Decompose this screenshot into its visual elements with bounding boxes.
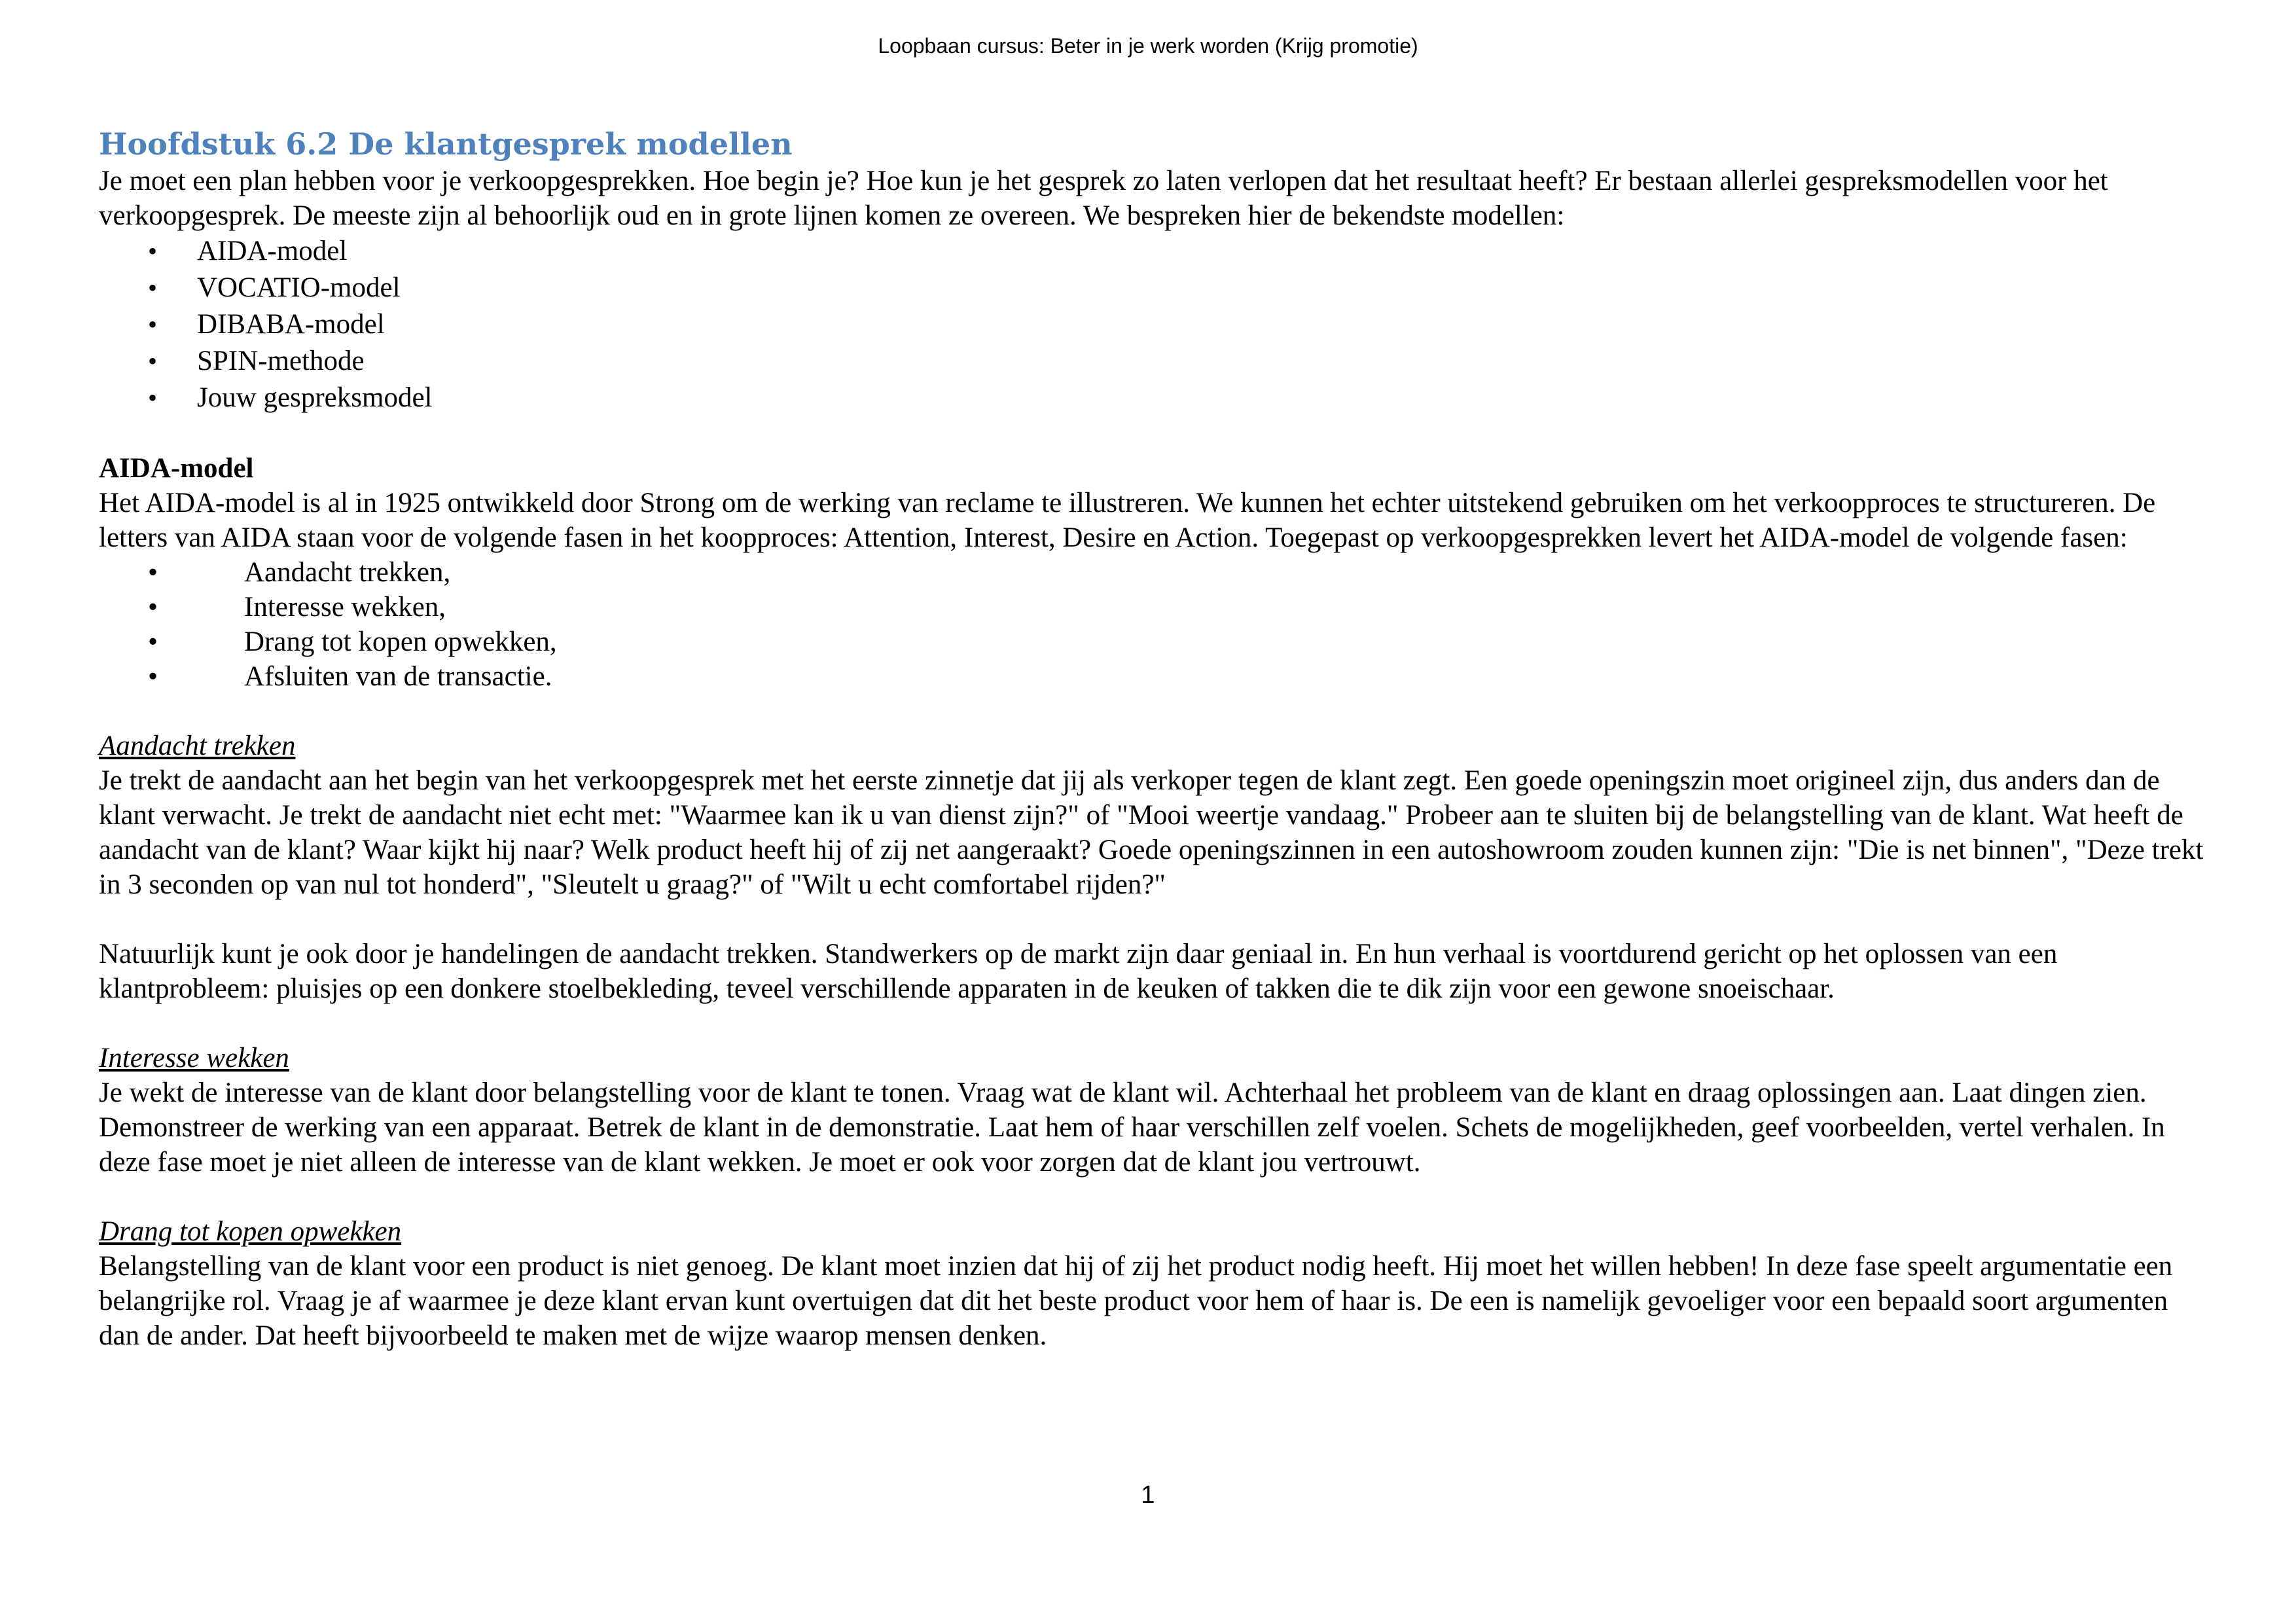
list-item (99, 306, 2213, 343)
bullet-icon: • (148, 557, 158, 588)
list-item (99, 233, 2213, 270)
list-item-text: VOCATIO-model (197, 272, 401, 303)
list-item-text: Interesse wekken, (244, 592, 446, 623)
list-item (99, 270, 2213, 306)
page-header: Loopbaan cursus: Beter in je werk worden (Krijg promotie) (878, 34, 1418, 58)
chapter-title: Hoofdstuk 6.2 De klantgesprek modellen (99, 126, 793, 162)
list-item-text: SPIN-methode (197, 346, 365, 376)
bullet-icon: • (148, 592, 158, 623)
list-item-text: Drang tot kopen opwekken, (244, 626, 557, 657)
desire-title: Drang tot kopen opwekken (99, 1216, 402, 1247)
chapter-intro: Je moet een plan hebben voor je verkoopgesprekken. Hoe begin je? Hoe kun je het gesprek zo laten verlopen dat het resultaat heeft? Er bestaan allerlei gespreksmodellen voor het verkoopgesprek. De meeste zijn al behoorlijk oud en in grote lijnen komen ze overeen. We bespreken hier de bekendste modellen: (99, 166, 2108, 231)
aida-intro: Het AIDA-model is al in 1925 ontwikkeld door Strong om de werking van reclame te illustreren. We kunnen het echter uitstekend gebruiken om het verkoopproces te structureren. De letters van AIDA staan voor de volgende fasen in het koopproces: Attention, Interest, Desire en Action. Toegepast op verkoopgesprekken levert het AIDA-model de volgende fasen: (99, 488, 2156, 553)
bullet-icon: • (148, 346, 158, 376)
bullet-icon: • (148, 310, 158, 339)
attention-paragraph-2: Natuurlijk kunt je ook door je handelingen de aandacht trekken. Standwerkers op de markt zijn daar geniaal in. En hun verhaal is voortdurend gericht op het oplossen van een klantprobleem: pluisjes op een donkere stoelbekleding, teveel verschillende apparaten in de keuken of takken die te dik zijn voor een gewone snoeischaar. (99, 939, 2058, 1004)
attention-section-continued (99, 937, 2213, 1006)
document-body (99, 124, 2213, 1353)
interest-section (99, 1041, 2213, 1180)
list-item-text: AIDA-model (197, 236, 348, 266)
list-item (99, 555, 2213, 590)
aida-title: AIDA-model (99, 453, 254, 484)
bullet-icon: • (148, 236, 158, 266)
list-item (99, 590, 2213, 624)
attention-paragraph-1: Je trekt de aandacht aan het begin van het verkoopgesprek met het eerste zinnetje dat jij als verkoper tegen de klant zegt. Een goede openingszin moet origineel zijn, dus anders dan de klant verwacht. Je trekt de aandacht niet echt met: "Waarmee kan ik u van dienst zijn?" of "Mooi weertje vandaag." Probeer aan te sluiten bij de belangstelling van de klant. Wat heeft de aandacht van de klant? Waar kijkt hij naar? Welk product heeft hij of zij net aangeraakt? Goede openingszinnen in een autoshowroom zouden kunnen zijn: "Die is net binnen", "Deze trekt in 3 seconden op van nul tot honderd", "Sleutelt u graag?" of "Wilt u echt comfortabel rijden?" (99, 765, 2204, 900)
bullet-icon: • (148, 383, 158, 412)
list-item-text: DIBABA-model (197, 309, 385, 340)
models-list (99, 233, 2213, 416)
list-item (99, 343, 2213, 380)
list-item-text: Afsluiten van de transactie. (244, 661, 552, 692)
bullet-icon: • (148, 273, 158, 302)
list-item-text: Jouw gespreksmodel (197, 382, 433, 413)
aida-phases-list (99, 555, 2213, 694)
bullet-icon: • (148, 661, 158, 692)
list-item (99, 659, 2213, 694)
desire-section (99, 1214, 2213, 1353)
attention-section (99, 729, 2213, 902)
interest-paragraph: Je wekt de interesse van de klant door belangstelling voor de klant te tonen. Vraag wat de klant wil. Achterhaal het probleem van de klant en draag oplossingen aan. Laat dingen zien. Demonstreer de werking van een apparaat. Betrek de klant in de demonstratie. Laat hem of haar verschillen zelf voelen. Schets de mogelijkheden, geef voorbeelden, vertel verhalen. In deze fase moet je niet alleen de interesse van de klant wekken. Je moet er ook voor zorgen dat de klant jou vertrouwt. (99, 1077, 2165, 1178)
attention-title: Aandacht trekken (99, 731, 296, 761)
desire-paragraph: Belangstelling van de klant voor een product is niet genoeg. De klant moet inzien dat hij of zij het product nodig heeft. Hij moet het willen hebben! In deze fase speelt argumentatie een belangrijke rol. Vraag je af waarmee je deze klant ervan kunt overtuigen dat dit het beste product voor hem of haar is. De een is namelijk gevoeliger voor een bepaald soort argumenten dan de ander. Dat heeft bijvoorbeeld te maken met de wijze waarop mensen denken. (99, 1251, 2173, 1351)
interest-title: Interesse wekken (99, 1043, 289, 1074)
bullet-icon: • (148, 626, 158, 657)
aida-section (99, 451, 2213, 694)
list-item (99, 380, 2213, 416)
page-number: 1 (1141, 1481, 1155, 1509)
list-item-text: Aandacht trekken, (244, 557, 451, 588)
list-item (99, 624, 2213, 659)
